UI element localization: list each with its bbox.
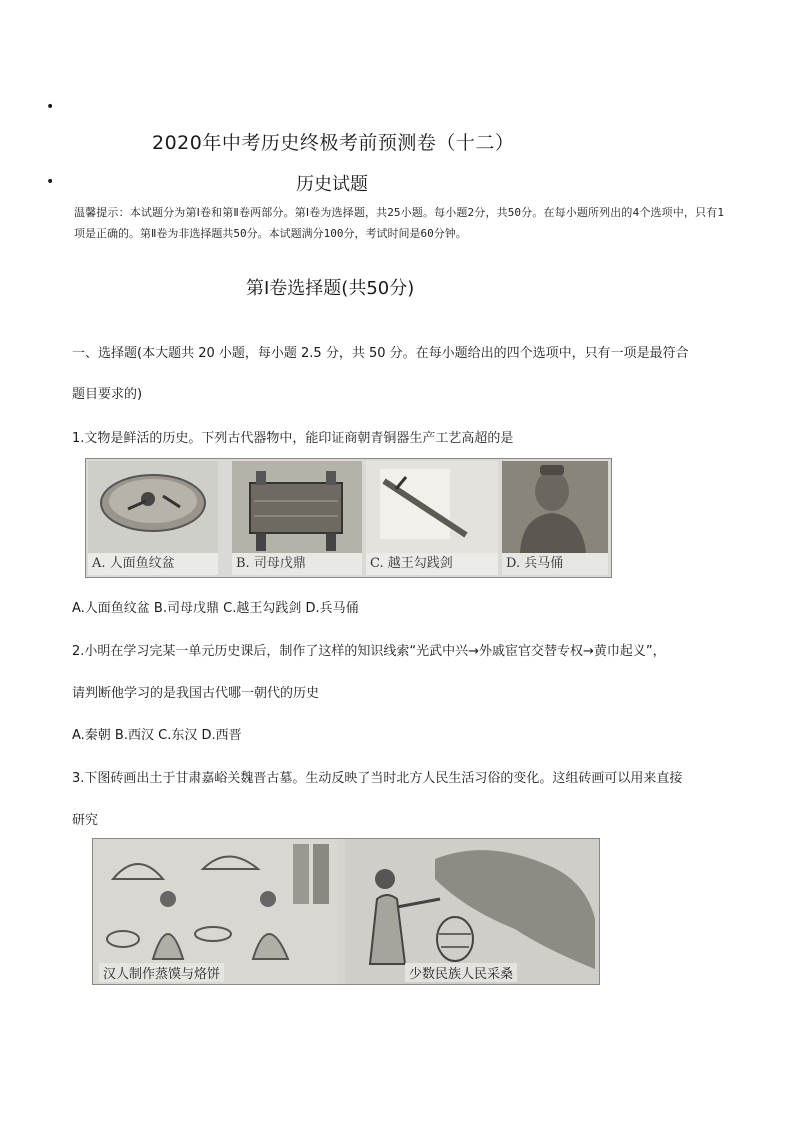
question-2-stem: 2.小明在学习完某一单元历史课后，制作了这样的知识线索“光武中兴→外戚宦官交替专权→黄巾起义”， bbox=[72, 644, 666, 659]
question-2-stem: 请判断他学习的是我国古代哪一朝代的历史 bbox=[72, 686, 320, 701]
bronze-ding-image bbox=[232, 461, 362, 553]
panel-d bbox=[502, 461, 608, 575]
caption-left: 汉人制作蒸馍与烙饼 bbox=[99, 963, 224, 982]
question-3-stem: 3.下图砖画出土于甘肃嘉峪关魏晋古墓。生动反映了当时北方人民生活习俗的变化。这组砖画可以用来直接 bbox=[72, 771, 683, 786]
bullet: • bbox=[46, 174, 55, 190]
panel-c bbox=[366, 461, 498, 575]
caption-right: 少数民族人民采桑 bbox=[405, 963, 517, 982]
page-title: 2020年中考历史终极考前预测卷（十二） bbox=[152, 132, 515, 154]
painting-left bbox=[93, 839, 339, 984]
page-subtitle: 历史试题 bbox=[296, 174, 368, 195]
panel-b bbox=[232, 461, 362, 575]
fish-basin-image bbox=[88, 461, 218, 553]
q3-brick-paintings-figure bbox=[92, 838, 600, 985]
painting-right bbox=[345, 839, 599, 984]
caption-c: C. 越王勾践剑 bbox=[366, 553, 498, 575]
panel-a bbox=[88, 461, 218, 575]
caption-b: B. 司母戊鼎 bbox=[232, 553, 362, 575]
instructions-line: 题目要求的) bbox=[72, 387, 143, 402]
question-1-stem: 1.文物是鲜活的历史。下列古代器物中，能印证商朝青铜器生产工艺高超的是 bbox=[72, 431, 514, 446]
section-title: 第Ⅰ卷选择题(共50分) bbox=[246, 278, 415, 299]
terracotta-warrior-image bbox=[502, 461, 608, 553]
exam-notice: 温馨提示：本试题分为第Ⅰ卷和第Ⅱ卷两部分。第Ⅰ卷为选择题，共25小题。每小题2分，共50分。在每小题所列出的4个选项中，只有1项是正确的。第Ⅱ卷为非选择题共50分。本试题满分100分，考试时间是60分钟。 bbox=[74, 206, 724, 240]
instructions-line: 一、选择题(本大题共 20 小题，每小题 2.5 分，共 50 分。在每小题给出的四个选项中，只有一项是最符合 bbox=[72, 346, 689, 361]
bullet: • bbox=[46, 99, 55, 115]
question-3-stem: 研究 bbox=[72, 813, 99, 828]
caption-a: A. 人面鱼纹盆 bbox=[88, 553, 218, 575]
q1-artifacts-figure bbox=[85, 458, 612, 578]
question-2-options: A.秦朝 B.西汉 C.东汉 D.西晋 bbox=[72, 728, 242, 743]
question-1-options: A.人面鱼纹盆 B.司母戊鼎 C.越王勾践剑 D.兵马俑 bbox=[72, 601, 359, 616]
bronze-sword-image bbox=[366, 461, 498, 553]
caption-d: D. 兵马俑 bbox=[502, 553, 608, 575]
